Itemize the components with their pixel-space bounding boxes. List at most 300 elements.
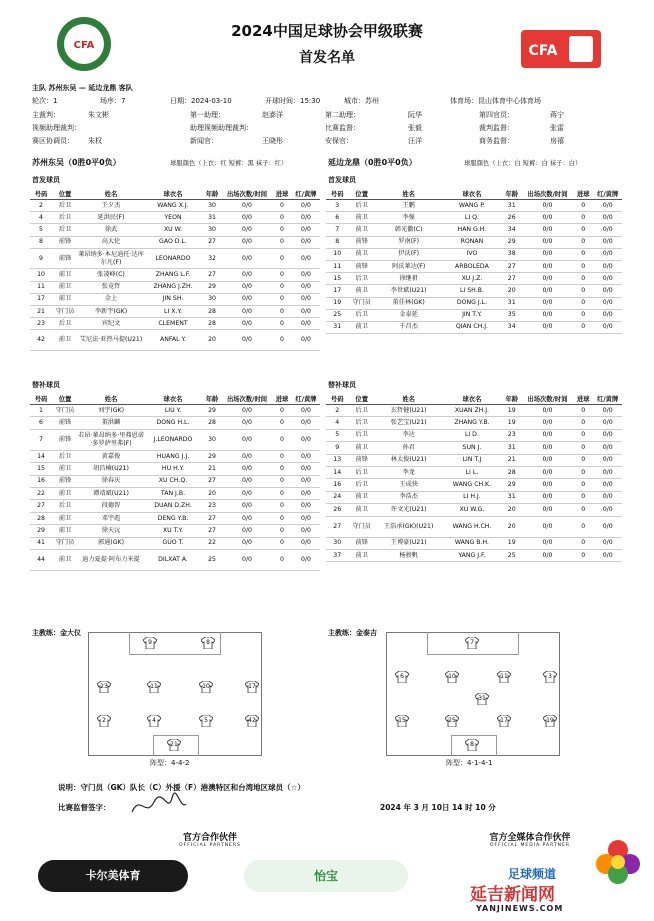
col-name: 金泰延 — [375, 309, 442, 321]
col-cards: 0/0 — [292, 488, 320, 500]
shirt-icon: 10 — [445, 671, 459, 683]
col-appearances: 0/0 — [522, 516, 573, 537]
col-age: 28 — [202, 417, 222, 429]
col-position: 前卫 — [348, 549, 375, 561]
table-row — [30, 512, 320, 524]
table-row — [30, 306, 320, 318]
col-shirt-name: QIAN CH.J. — [442, 321, 501, 333]
col-goals: 0 — [272, 500, 292, 512]
col-appearances: 0/0 — [522, 479, 573, 491]
col-name: 张竟哲 — [78, 281, 144, 293]
col-age-header: 年龄 — [202, 393, 222, 405]
col-age: 29 — [502, 236, 522, 248]
col-shirt-name: ARBOLEDA — [442, 260, 501, 272]
away-starters-table — [326, 188, 622, 334]
col-age: 29 — [202, 281, 222, 293]
col-number: 13 — [326, 454, 348, 466]
col-goals: 0 — [573, 429, 593, 441]
watermark-title: 延吉新闻网 — [470, 885, 555, 905]
col-cards: 0/0 — [292, 306, 320, 318]
col-age: 30 — [202, 293, 222, 305]
watermark-url: YANJINEWS.COM — [476, 904, 564, 913]
col-appearances: 0/0 — [522, 429, 573, 441]
col-cards: 0/0 — [292, 475, 320, 487]
col-position: 后卫 — [348, 466, 375, 478]
col-shirt-name: LIN T.J — [442, 454, 501, 466]
col-cards: 0/0 — [292, 236, 320, 248]
col-goals: 0 — [272, 248, 292, 269]
col-appearances: 0/0 — [222, 306, 272, 318]
col-name: 王博豪(U21) — [375, 537, 442, 549]
col-number: 27 — [326, 516, 348, 537]
col-shirt-name: WANG X.J. — [144, 200, 202, 212]
away-team-name: 延边龙鼎（0胜0平0负） — [328, 158, 417, 167]
col-position: 后卫 — [348, 309, 375, 321]
col-name-header: 姓名 — [375, 393, 442, 405]
col-position: 前卫 — [52, 525, 78, 537]
col-appearances: 0/0 — [522, 466, 573, 478]
col-age: 31 — [202, 212, 222, 224]
col-appearances: 0/0 — [222, 549, 272, 570]
col-name: 董洪麟 — [78, 417, 144, 429]
home-kit: 球服颜色（上衣：红 短裤：黑 袜子：红） — [170, 160, 288, 167]
table-row — [30, 405, 320, 417]
shirt-icon: 23 — [97, 681, 111, 693]
col-goals: 0 — [272, 405, 292, 417]
col-age: 27 — [502, 260, 522, 272]
col-shirt-name: ANFAL Y. — [144, 330, 202, 351]
col-number: 28 — [30, 512, 52, 524]
col-cards: 0/0 — [593, 479, 622, 491]
col-goals: 0 — [573, 537, 593, 549]
col-appearances: 0/0 — [522, 236, 573, 248]
col-appearances: 0/0 — [222, 330, 272, 351]
col-cards: 0/0 — [593, 537, 622, 549]
col-age: 23 — [202, 500, 222, 512]
col-appearances: 0/0 — [522, 442, 573, 454]
col-appearances: 0/0 — [222, 281, 272, 293]
col-name: 林太俊(U21) — [375, 454, 442, 466]
col-number: 24 — [326, 491, 348, 503]
col-goals: 0 — [573, 297, 593, 309]
table-row — [30, 488, 320, 500]
shirt-icon: 5 — [199, 715, 213, 727]
col-age: 27 — [202, 525, 222, 537]
official-partners-label: 官方合作伙伴 OFFICIAL PARTNERS — [179, 833, 241, 848]
col-name: 谭靖斌(U21) — [78, 488, 144, 500]
col-position: 前卫 — [348, 442, 375, 454]
col-cards: 0/0 — [292, 269, 320, 281]
col-number: 15 — [30, 463, 52, 475]
col-age: 19 — [502, 537, 522, 549]
col-shirt-name: YEON — [144, 212, 202, 224]
col-appearances: 0/0 — [222, 512, 272, 524]
table-row — [30, 549, 320, 570]
col-age: 23 — [502, 429, 522, 441]
col-age: 19 — [502, 417, 522, 429]
table-row — [326, 417, 622, 429]
col-name: 罗南(F) — [375, 236, 442, 248]
col-shirt-name: XU W. — [144, 224, 202, 236]
col-goals: 0 — [573, 405, 593, 417]
col-goals-header: 进球 — [272, 188, 292, 200]
col-goals: 0 — [272, 281, 292, 293]
col-number: 29 — [30, 525, 52, 537]
col-goals: 0 — [573, 260, 593, 272]
col-number: 22 — [30, 488, 52, 500]
col-goals: 0 — [573, 236, 593, 248]
table-row — [326, 224, 622, 236]
col-goals: 0 — [573, 212, 593, 224]
col-goals: 0 — [573, 417, 593, 429]
col-shirt-name: J.LEONARDO — [144, 429, 202, 450]
col-appearances: 0/0 — [222, 212, 272, 224]
col-cards: 0/0 — [593, 429, 622, 441]
col-number-header: 号码 — [326, 393, 348, 405]
page-title: 2024中国足球协会甲级联赛 — [231, 22, 423, 40]
col-cards: 0/0 — [292, 429, 320, 450]
col-goals: 0 — [573, 491, 593, 503]
table-row — [30, 281, 320, 293]
col-shirt-name: TAN J.B. — [144, 488, 202, 500]
col-age: 31 — [502, 442, 522, 454]
col-shirt-name: DONG H.L. — [144, 417, 202, 429]
col-number: 5 — [30, 224, 52, 236]
col-appearances: 0/0 — [222, 475, 272, 487]
col-shirt-name: DONG J.L. — [442, 297, 501, 309]
col-cards: 0/0 — [593, 491, 622, 503]
col-position: 前卫 — [348, 504, 375, 516]
col-shirt-name: LI D. — [442, 429, 501, 441]
col-age: 25 — [502, 549, 522, 561]
col-age: 28 — [202, 306, 222, 318]
col-age: 27 — [502, 273, 522, 285]
sponsor-kelme: 卡尔美体育 — [38, 860, 188, 892]
col-position: 守门员 — [348, 516, 375, 537]
col-appearances: 0/0 — [222, 318, 272, 330]
col-name: 韩光徽(C) — [375, 224, 442, 236]
col-appearances: 0/0 — [522, 273, 573, 285]
col-name: 千昌杰 — [375, 321, 442, 333]
col-name: 阿沃莱达(F) — [375, 260, 442, 272]
col-goals-header: 进球 — [272, 393, 292, 405]
col-name: 王鹏 — [375, 200, 442, 212]
col-shirt-name-header: 球衣名 — [442, 188, 501, 200]
col-age: 26 — [502, 212, 522, 224]
table-row — [30, 525, 320, 537]
col-number: 8 — [326, 236, 348, 248]
table-row — [30, 500, 320, 512]
sponsor-football-channel: 足球频道 — [507, 867, 556, 881]
col-number: 14 — [326, 466, 348, 478]
col-age-header: 年龄 — [502, 188, 522, 200]
table-row — [326, 429, 622, 441]
col-age: 21 — [202, 463, 222, 475]
col-position: 前锋 — [52, 236, 78, 248]
col-age: 22 — [202, 537, 222, 549]
col-shirt-name: XU T.Y. — [144, 525, 202, 537]
col-number: 16 — [326, 479, 348, 491]
col-age: 31 — [502, 297, 522, 309]
col-age: 27 — [202, 512, 222, 524]
col-age: 29 — [202, 450, 222, 462]
col-goals: 0 — [272, 512, 292, 524]
col-number: 7 — [30, 429, 52, 450]
col-appearances: 0/0 — [522, 260, 573, 272]
col-age: 20 — [502, 516, 522, 537]
col-position: 后卫 — [348, 200, 375, 212]
col-cards: 0/0 — [292, 248, 320, 269]
col-goals: 0 — [573, 273, 593, 285]
col-cards: 0/0 — [292, 537, 320, 549]
col-shirt-name: LEONARDO — [144, 248, 202, 269]
col-shirt-name: XU W.G. — [442, 504, 501, 516]
col-shirt-name: LI L. — [442, 466, 501, 478]
table-row — [30, 200, 320, 212]
shirt-icon: 7 — [465, 637, 479, 649]
away-kit: 球服颜色（上衣：白 短裤：白 袜子：白） — [464, 160, 582, 167]
col-name: 宾纪文 — [78, 318, 144, 330]
col-name: 徐武 — [78, 224, 144, 236]
col-name: 邓宇彪 — [78, 512, 144, 524]
col-age: 20 — [502, 285, 522, 297]
col-number: 10 — [326, 248, 348, 260]
col-age: 38 — [502, 248, 522, 260]
col-shirt-name: YANG J.F. — [442, 549, 501, 561]
col-position-header: 位置 — [52, 393, 78, 405]
col-goals: 0 — [272, 330, 292, 351]
col-age: 31 — [502, 491, 522, 503]
col-position: 后卫 — [52, 318, 78, 330]
shirt-icon: 11 — [147, 681, 161, 693]
legend-note: 说明：守门员（GK）队长（C）外援（F）港澳特区和台湾地区球员（☆） — [58, 783, 305, 792]
match-teams: 主队 苏州东吴 — 延边龙鼎 客队 — [32, 84, 133, 92]
col-position: 前卫 — [52, 281, 78, 293]
col-appearances: 0/0 — [222, 500, 272, 512]
col-position: 守门员 — [52, 405, 78, 417]
col-appearances: 0/0 — [522, 417, 573, 429]
home-starters-table — [30, 188, 320, 351]
col-shirt-name: DENG Y.B. — [144, 512, 202, 524]
home-formation-pitch — [88, 632, 262, 756]
col-shirt-name: LI X.Y. — [144, 306, 202, 318]
col-position: 前卫 — [348, 248, 375, 260]
col-cards: 0/0 — [292, 463, 320, 475]
col-shirt-name: ZHANG J.ZH. — [144, 281, 202, 293]
table-row — [326, 297, 622, 309]
table-row — [326, 405, 622, 417]
col-goals: 0 — [272, 224, 292, 236]
col-appearances: 0/0 — [222, 463, 272, 475]
svg-text:CFA: CFA — [73, 40, 95, 51]
col-position: 前锋 — [52, 429, 78, 450]
shirt-icon: 17 — [245, 681, 259, 693]
col-cards: 0/0 — [593, 236, 622, 248]
col-cards: 0/0 — [593, 549, 622, 561]
col-cards: 0/0 — [593, 405, 622, 417]
col-name: 艾尼法·亚热马提(U21) — [78, 330, 144, 351]
col-shirt-name: LIU Y. — [144, 405, 202, 417]
table-row — [326, 212, 622, 224]
col-position: 守门员 — [348, 297, 375, 309]
col-age: 30 — [202, 429, 222, 450]
shirt-icon: 17 — [497, 715, 511, 727]
away-formation-pitch — [386, 632, 560, 756]
table-row — [30, 293, 320, 305]
table-row — [30, 236, 320, 248]
col-name: 郭通(GK) — [78, 537, 144, 549]
col-position: 前锋 — [52, 475, 78, 487]
table-row — [30, 463, 320, 475]
col-position: 后卫 — [348, 479, 375, 491]
col-position: 前卫 — [348, 212, 375, 224]
col-number-header: 号码 — [30, 188, 52, 200]
col-shirt-name: ZHANG Y.B. — [442, 417, 501, 429]
col-number: 21 — [30, 306, 52, 318]
col-position: 后卫 — [348, 273, 375, 285]
col-goals: 0 — [272, 236, 292, 248]
col-number: 6 — [30, 417, 52, 429]
col-cards: 0/0 — [593, 260, 622, 272]
col-position: 后卫 — [348, 429, 375, 441]
table-row — [30, 224, 320, 236]
col-appearances: 0/0 — [222, 200, 272, 212]
col-number: 15 — [326, 273, 348, 285]
col-number: 19 — [326, 297, 348, 309]
col-age: 25 — [202, 549, 222, 570]
col-appearances: 0/0 — [522, 248, 573, 260]
col-goals-header: 进球 — [573, 393, 593, 405]
col-name: 李龙 — [375, 466, 442, 478]
col-appearances: 0/0 — [522, 537, 573, 549]
col-name: 李世斌(U21) — [375, 285, 442, 297]
col-goals: 0 — [272, 417, 292, 429]
col-cards: 0/0 — [292, 549, 320, 570]
col-shirt-name: CLEMENT — [144, 318, 202, 330]
col-position-header: 位置 — [348, 393, 375, 405]
home-subs-label: 替补球员 — [32, 381, 60, 389]
col-number: 5 — [326, 429, 348, 441]
col-goals: 0 — [573, 285, 593, 297]
col-shirt-name: HU H.Y. — [144, 463, 202, 475]
col-number: 17 — [326, 285, 348, 297]
col-position: 后卫 — [52, 212, 78, 224]
col-name: 迪力夏提·阿布力米提 — [78, 549, 144, 570]
col-cards: 0/0 — [593, 417, 622, 429]
col-number: 4 — [30, 212, 52, 224]
col-name: 张凌峰(C) — [78, 269, 144, 281]
supervisor-sign-label: 比赛监督签字： — [58, 803, 111, 812]
col-name: 孙君 — [375, 442, 442, 454]
col-cards: 0/0 — [292, 330, 320, 351]
col-shirt-name: DUAN D.ZH. — [144, 500, 202, 512]
col-position: 前卫 — [52, 488, 78, 500]
col-goals: 0 — [573, 479, 593, 491]
col-cards: 0/0 — [292, 450, 320, 462]
col-name: 李新宇(GK) — [78, 306, 144, 318]
col-goals: 0 — [272, 212, 292, 224]
col-number: 31 — [326, 321, 348, 333]
col-goals: 0 — [272, 450, 292, 462]
media-partner-label: 官方全媒体合作伙伴 OFFICIAL MEDIA PARTNER — [489, 833, 571, 848]
col-name: 王浩承(GK)(U21) — [375, 516, 442, 537]
col-appearances: 0/0 — [522, 321, 573, 333]
col-cards: 0/0 — [593, 442, 622, 454]
col-goals: 0 — [272, 475, 292, 487]
col-number: 23 — [30, 318, 52, 330]
col-name: 延洪民(F) — [78, 212, 144, 224]
col-cards: 0/0 — [292, 212, 320, 224]
col-appearances-header: 出场次数/时间 — [222, 188, 272, 200]
col-number: 11 — [326, 260, 348, 272]
shirt-icon: 11 — [497, 671, 511, 683]
col-age: 34 — [502, 224, 522, 236]
away-coach: 主教练：金泰吉 — [328, 629, 377, 637]
col-goals: 0 — [272, 463, 292, 475]
col-position: 后卫 — [52, 450, 78, 462]
col-cards: 0/0 — [593, 466, 622, 478]
col-name: 李达 — [375, 429, 442, 441]
col-shirt-name: WANG B.H. — [442, 537, 501, 549]
home-formation: 阵型：4-4-2 — [150, 759, 190, 767]
col-shirt-name: RONAN — [442, 236, 501, 248]
col-position: 前锋 — [348, 236, 375, 248]
col-age: 20 — [502, 504, 522, 516]
col-age: 29 — [502, 479, 522, 491]
home-team-name: 苏州东吴（0胜0平0负） — [32, 158, 121, 167]
col-shirt-name: ZHANG L.F. — [144, 269, 202, 281]
col-number: 10 — [30, 269, 52, 281]
col-age: 20 — [202, 488, 222, 500]
col-age: 30 — [202, 200, 222, 212]
col-name: 胡昌楠(U21) — [78, 463, 144, 475]
col-number: 44 — [30, 549, 52, 570]
col-name-header: 姓名 — [78, 188, 144, 200]
col-appearances: 0/0 — [222, 417, 272, 429]
col-number: 4 — [326, 417, 348, 429]
shirt-icon: 3 — [543, 671, 557, 683]
table-row — [326, 466, 622, 478]
col-name: 伊沃(F) — [375, 248, 442, 260]
away-formation: 阵型：4-1-4-1 — [446, 759, 493, 767]
col-goals: 0 — [272, 549, 292, 570]
col-appearances-header: 出场次数/时间 — [222, 393, 272, 405]
col-goals: 0 — [573, 442, 593, 454]
table-row — [30, 417, 320, 429]
col-age: 34 — [502, 321, 522, 333]
table-row — [326, 321, 622, 333]
col-goals: 0 — [272, 293, 292, 305]
col-name: 刘宇(GK) — [78, 405, 144, 417]
col-appearances: 0/0 — [222, 405, 272, 417]
col-name: 张艺宝(U21) — [375, 417, 442, 429]
col-name: 金上 — [78, 293, 144, 305]
away-subs-label: 替补球员 — [328, 381, 356, 389]
col-cards: 0/0 — [593, 248, 622, 260]
col-cards: 0/0 — [593, 321, 622, 333]
col-age: 21 — [502, 454, 522, 466]
col-goals-header: 进球 — [573, 188, 593, 200]
col-position: 前卫 — [52, 293, 78, 305]
col-cards: 0/0 — [593, 200, 622, 212]
col-goals: 0 — [272, 488, 292, 500]
col-cards: 0/0 — [593, 454, 622, 466]
col-position: 守门员 — [52, 306, 78, 318]
table-row — [326, 537, 622, 549]
sign-time: 2024 年 3 月 10日 14 时 10 分 — [380, 803, 496, 812]
col-shirt-name: HAN G.H. — [442, 224, 501, 236]
col-appearances: 0/0 — [222, 525, 272, 537]
